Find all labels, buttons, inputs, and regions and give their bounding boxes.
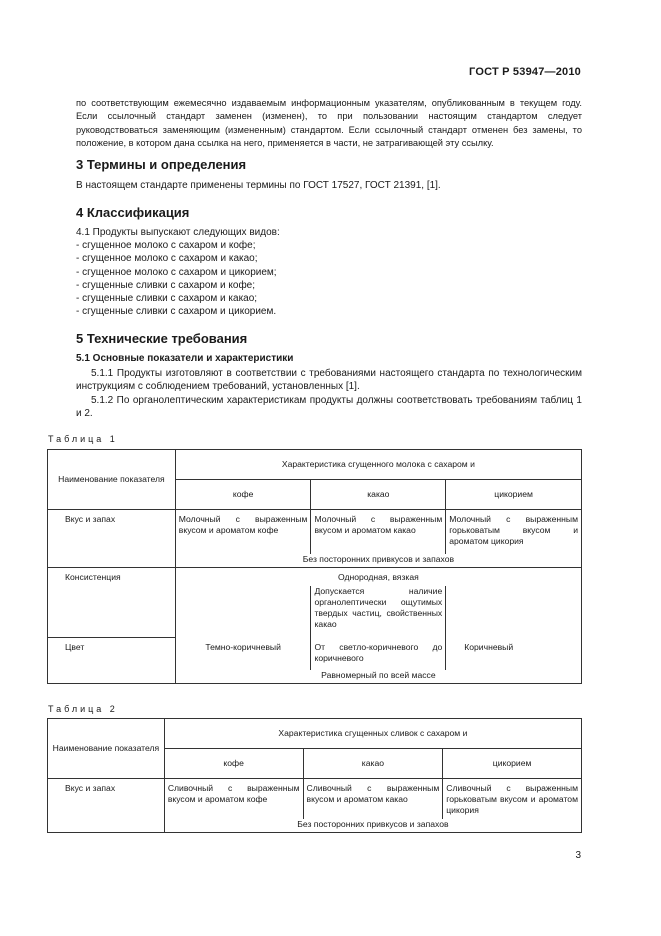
table-header-col: цикорием bbox=[446, 480, 582, 510]
row-name-consistency: Консистенция bbox=[48, 568, 176, 638]
table-1-caption: Таблица 1 bbox=[48, 434, 118, 444]
table-header-name: Наименование показателя bbox=[48, 719, 165, 779]
list-item: - сгущенные сливки с сахаром и какао; bbox=[76, 293, 258, 305]
table-cell-common: Без посторонних привкусов и запахов bbox=[164, 819, 581, 833]
list-item: - сгущенные сливки с сахаром и кофе; bbox=[76, 279, 256, 291]
table-cell: Сливочный с выраженным горьковатым вкусом и ароматом цикория bbox=[443, 779, 582, 819]
table-2-caption: Таблица 2 bbox=[48, 704, 118, 714]
table-cell: Сливочный с выраженным вкусом и ароматом какао bbox=[303, 779, 443, 819]
list-item: - сгущенное молоко с сахаром и кофе; bbox=[76, 240, 256, 251]
paragraph-5-1-2: 5.1.2 По органолептическим характеристикам продукты должны соответствовать требованиям таблиц 1 и 2. bbox=[76, 395, 582, 420]
list-item: - сгущенные сливки с сахаром и цикорием. bbox=[76, 306, 277, 318]
intro-paragraph: по соответствующим ежемесячно издаваемым информационным указателям, опубликованным в текущем году. Если ссылочный стандарт заменен (изменен), то при пользовании настоящим стандартом следует руководствоваться заменяющим (измененным) стандартом. Если ссылочный стандарт отменен без замены, то положение, в котором дана ссылка на него, применяется в части, не затрагивающей эту ссылку. bbox=[76, 98, 582, 149]
section-3-text: В настоящем стандарте применены термины по ГОСТ 17527, ГОСТ 21391, [1]. bbox=[76, 180, 441, 191]
table-header-col: кофе bbox=[175, 480, 311, 510]
table-cell-common: Однородная, вязкая bbox=[175, 568, 581, 586]
list-item: - сгущенное молоко с сахаром и какао; bbox=[76, 253, 258, 265]
row-name-taste: Вкус и запах bbox=[48, 779, 165, 833]
table-header-group: Характеристика сгущенных сливок с сахаром и bbox=[164, 719, 581, 749]
table-header-col: какао bbox=[303, 749, 443, 779]
section-5-title: 5 Технические требования bbox=[76, 331, 248, 346]
table-header-col: цикорием bbox=[443, 749, 582, 779]
table-cell: Молочный с выраженным вкусом и ароматом кофе bbox=[175, 510, 311, 554]
table-2 bbox=[47, 718, 582, 833]
table-cell: Молочный с выраженным горьковатым вкусом и ароматом цикория bbox=[446, 510, 582, 554]
list-item: - сгущенное молоко с сахаром и цикорием; bbox=[76, 266, 277, 278]
table-cell: Коричневый bbox=[446, 638, 582, 670]
section-3-title: 3 Термины и определения bbox=[76, 157, 247, 172]
page-number: 3 bbox=[575, 850, 581, 861]
table-1 bbox=[47, 449, 582, 684]
standard-header: ГОСТ Р 53947—2010 bbox=[469, 66, 581, 78]
table-header-name: Наименование показателя bbox=[48, 450, 176, 510]
table-header-group: Характеристика сгущенного молока с сахаром и bbox=[175, 450, 581, 480]
table-header-col: кофе bbox=[164, 749, 303, 779]
table-cell-common: Равномерный по всей массе bbox=[175, 670, 581, 684]
table-cell: Темно-коричневый bbox=[175, 638, 311, 670]
section-4-lead: 4.1 Продукты выпускают следующих видов: bbox=[76, 227, 280, 238]
table-header-col: какао bbox=[311, 480, 446, 510]
table-cell: Молочный с выраженным вкусом и ароматом какао bbox=[311, 510, 446, 554]
paragraph-5-1-1: 5.1.1 Продукты изготовляют в соответствии с требованиями настоящего стандарта по технологическим инструкциям с соблюдением требований, установленных [1]. bbox=[76, 368, 582, 393]
subsection-5-1-title: 5.1 Основные показатели и характеристики bbox=[76, 353, 294, 364]
table-cell-common: Без посторонних привкусов и запахов bbox=[175, 554, 581, 568]
table-cell: Допускается наличие органолептически ощутимых твердых частиц, свойственных какао bbox=[311, 586, 446, 638]
table-cell: Сливочный с выраженным вкусом и ароматом кофе bbox=[164, 779, 303, 819]
product-list bbox=[76, 239, 582, 319]
row-name-taste: Вкус и запах bbox=[48, 510, 176, 568]
section-4-title: 4 Классификация bbox=[76, 205, 190, 220]
table-cell: От светло-коричневого до коричневого bbox=[311, 638, 446, 670]
row-name-color: Цвет bbox=[48, 638, 176, 684]
